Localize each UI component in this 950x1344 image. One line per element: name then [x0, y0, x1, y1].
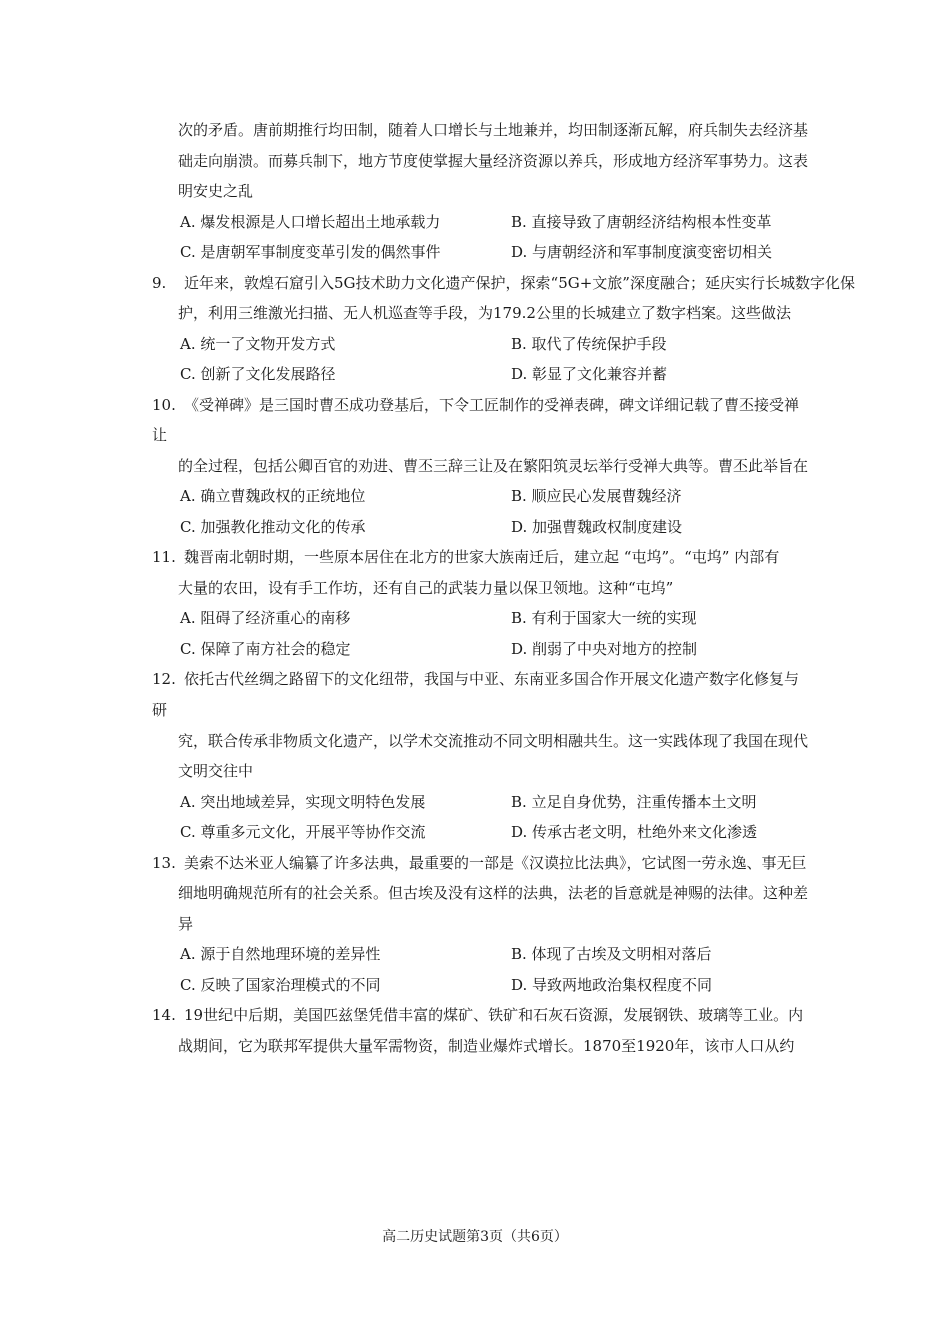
- q13-text-line: 美索不达米亚人编纂了许多法典，最重要的一部是《汉谟拉比法典》，它试图一劳永逸、事无巨: [184, 854, 807, 872]
- q11-option-b: B. 有利于国家大一统的实现: [511, 609, 697, 627]
- q9-option-a: A. 统一了文物开发方式: [180, 335, 336, 353]
- q8-option-a: A. 爆发根源是人口增长超出土地承载力: [180, 213, 441, 231]
- q11-number: 11.: [152, 548, 176, 566]
- q8-option-c: C. 是唐朝军事制度变革引发的偶然事件: [180, 243, 441, 261]
- q8-text-line: 础走向崩溃。而募兵制下，地方节度使掌握大量经济资源以养兵，形成地方经济军事势力。这表: [178, 152, 809, 170]
- q13-option-d: D. 导致两地政治集权程度不同: [511, 976, 713, 994]
- q10-option-d: D. 加强曹魏政权制度建设: [511, 518, 683, 536]
- q10-option-c: C. 加强教化推动文化的传承: [180, 518, 366, 536]
- q9-text-line: 近年来，敦煌石窟引入5G技术助力文化遗产保护，探索“5G+文旅”深度融合；延庆实行长城数字化保: [184, 274, 855, 292]
- q8-text-line: 明安史之乱: [178, 182, 254, 200]
- q14-stem: [152, 1005, 803, 1025]
- q11-text-line: 魏晋南北朝时期，一些原本居住在北方的世家大族南迁后，建立起 “屯坞”。“屯坞” 内部有: [184, 548, 780, 566]
- q13-option-b: B. 体现了古埃及文明相对落后: [511, 945, 712, 963]
- q8-text-line: 次的矛盾。唐前期推行均田制，随着人口增长与土地兼并，均田制逐渐瓦解，府兵制失去经济基: [178, 121, 809, 139]
- q10-option-a: A. 确立曹魏政权的正统地位: [180, 487, 366, 505]
- q11-option-d: D. 削弱了中央对地方的控制: [511, 640, 698, 658]
- q12-option-b: B. 立足自身优势，注重传播本土文明: [511, 793, 757, 811]
- q9-option-d: D. 彰显了文化兼容并蓄: [511, 365, 668, 383]
- q11-option-a: A. 阻碍了经济重心的南移: [180, 609, 351, 627]
- q9-option-b: B. 取代了传统保护手段: [511, 335, 667, 353]
- q12-stem: [152, 669, 799, 689]
- q9-text-line: 护，利用三维激光扫描、无人机巡查等手段，为179.2公里的长城建立了数字档案。这些做法: [178, 304, 791, 322]
- q13-stem: [152, 853, 807, 873]
- q10-number: 10.: [152, 396, 176, 414]
- q12-text-wrap: 研: [152, 701, 168, 719]
- q8-option-d: D. 与唐朝经济和军事制度演变密切相关: [511, 243, 773, 261]
- q13-text-line: 细地明确规范所有的社会关系。但古埃及没有这样的法典，法老的旨意就是神赐的法律。这种差: [178, 884, 809, 902]
- q12-text-line: 究，联合传承非物质文化遗产，以学术交流推动不同文明相融共生。这一实践体现了我国在现代: [178, 732, 809, 750]
- q11-text-line: 大量的农田，设有手工作坊，还有自己的武装力量以保卫领地。这种“屯坞”: [178, 579, 674, 597]
- q9-stem: [152, 273, 855, 293]
- q10-text-line: 的全过程，包括公卿百官的劝进、曹丕三辞三让及在繁阳筑灵坛举行受禅大典等。曹丕此举旨在: [178, 457, 809, 475]
- q12-number: 12.: [152, 670, 176, 688]
- q12-option-d: D. 传承古老文明，杜绝外来文化渗透: [511, 823, 758, 841]
- q10-text-wrap: 让: [152, 426, 168, 444]
- q10-stem: [152, 395, 799, 415]
- q12-text-line: 依托古代丝绸之路留下的文化纽带，我国与中亚、东南亚多国合作开展文化遗产数字化修复与: [184, 670, 800, 688]
- q13-text-line: 异: [178, 915, 194, 933]
- q11-option-c: C. 保障了南方社会的稳定: [180, 640, 351, 658]
- q13-number: 13.: [152, 854, 176, 872]
- q12-option-c: C. 尊重多元文化，开展平等协作交流: [180, 823, 426, 841]
- page-footer: 高二历史试题第3页（共6页）: [382, 1229, 568, 1245]
- q8-option-b: B. 直接导致了唐朝经济结构根本性变革: [511, 213, 772, 231]
- q14-number: 14.: [152, 1006, 176, 1024]
- q14-text-line: 19世纪中后期，美国匹兹堡凭借丰富的煤矿、铁矿和石灰石资源，发展钢铁、玻璃等工业。内: [184, 1006, 804, 1024]
- q14-text-line: 战期间，它为联邦军提供大量军需物资，制造业爆炸式增长。1870至1920年，该市人口从约: [178, 1037, 795, 1055]
- q9-option-c: C. 创新了文化发展路径: [180, 365, 336, 383]
- q11-stem: [152, 547, 779, 567]
- q10-option-b: B. 顺应民心发展曹魏经济: [511, 487, 682, 505]
- q12-option-a: A. 突出地域差异，实现文明特色发展: [180, 793, 426, 811]
- q9-number: 9.: [152, 274, 167, 292]
- q13-option-c: C. 反映了国家治理模式的不同: [180, 976, 381, 994]
- q10-text-line: 《受禅碑》是三国时曹丕成功登基后，下令工匠制作的受禅表碑，碑文详细记载了曹丕接受禅: [184, 396, 800, 414]
- q13-option-a: A. 源于自然地理环境的差异性: [180, 945, 381, 963]
- q12-text-line: 文明交往中: [178, 762, 254, 780]
